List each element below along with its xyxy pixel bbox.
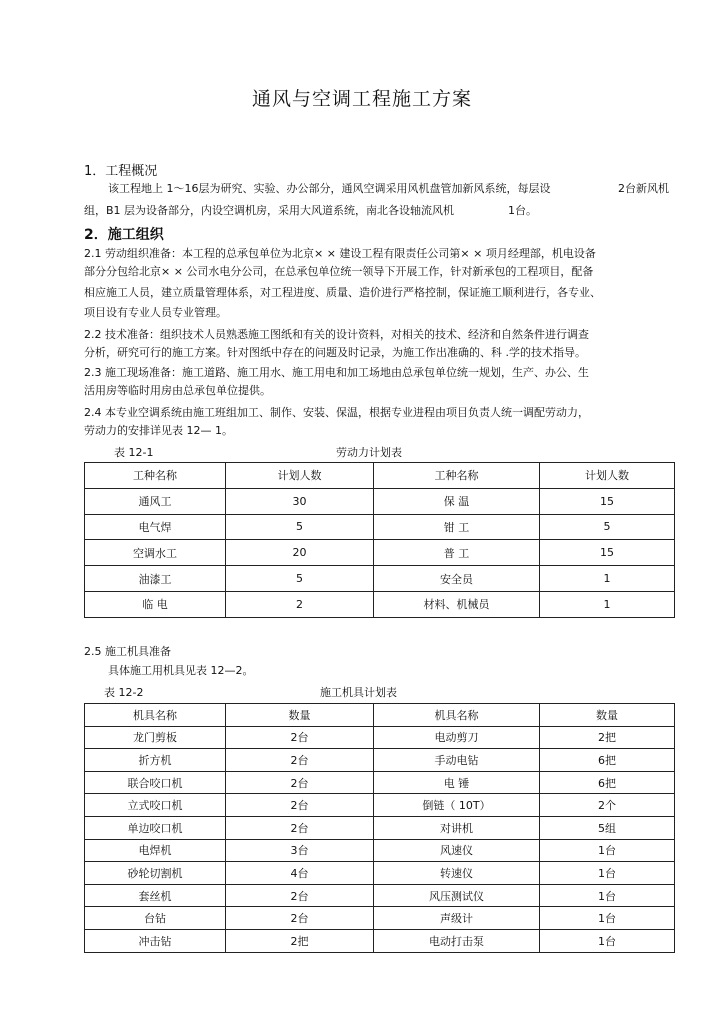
paragraph-2-1: 项目设有专业人员专业管理。 [84,306,227,319]
table-cell: 安全员 [374,566,540,592]
table-cell: 2台 [226,816,374,839]
table-cell: 材料、机械员 [374,591,540,617]
table-header-cell: 机具名称 [374,704,540,727]
section-2-5-text: 具体施工用机具见表 12—2。 [108,664,254,677]
section-1-heading: 1．工程概况 [84,164,158,179]
paragraph-2-3: 活用房等临时用房由总承包单位提供。 [84,384,271,397]
table-row [85,591,675,617]
table-row [85,884,675,907]
table-cell: 转速仪 [374,862,540,885]
table-row [85,794,675,817]
table-cell: 声级计 [374,907,540,930]
table-cell: 砂轮切割机 [85,862,226,885]
labor-plan-table [84,462,675,618]
table-cell: 20 [226,540,374,566]
table-cell: 电 锤 [374,771,540,794]
table-cell: 风压测试仪 [374,884,540,907]
table-row [85,907,675,930]
table-cell: 通风工 [85,488,226,514]
table-cell: 4台 [226,862,374,885]
paragraph-2-4: 2.4 本专业空调系统由施工班组加工、制作、安装、保温，根据专业进程由项目负责人统一调配劳动力， [84,406,589,419]
section-1-text: 组，B1 层为设备部分，内设空调机房，采用大风道系统，南北各设轴流风机 [84,204,455,217]
table-row [85,540,675,566]
table-cell: 对讲机 [374,816,540,839]
document-title: 通风与空调工程施工方案 [251,88,472,110]
table-header-cell: 工种名称 [85,463,226,489]
table-cell: 6把 [540,771,675,794]
table-row [85,566,675,592]
table-cell: 钳 工 [374,514,540,540]
table-cell: 1台 [540,839,675,862]
table-cell: 联合咬口机 [85,771,226,794]
paragraph-2-1: 相应施工人员，建立质量管理体系，对工程进度、质量、造价进行严格控制，保证施工顺利进行，各专业、 [84,286,601,299]
table-cell: 保 温 [374,488,540,514]
table-cell: 单边咬口机 [85,816,226,839]
table-cell: 临 电 [85,591,226,617]
table-cell: 6把 [540,749,675,772]
table-cell: 2台 [226,907,374,930]
table-cell: 风速仪 [374,839,540,862]
table-row [85,839,675,862]
table-2-caption: 施工机具计划表 [320,686,397,699]
table-row [85,514,675,540]
table-cell: 台钻 [85,907,226,930]
table-row [85,862,675,885]
table-1-caption: 劳动力计划表 [336,446,402,459]
table-cell: 2把 [540,726,675,749]
table-2-label: 表 12-2 [104,686,144,699]
table-cell: 15 [540,488,675,514]
section-2-5-heading: 2.5 施工机具准备 [84,645,171,658]
table-1-label: 表 12-1 [114,446,154,459]
paragraph-2-2: 分析，研究可行的施工方案。针对图纸中存在的问题及时记录，为施工作出准确的、科 .学的技术指导。 [84,346,586,359]
section-2-heading: 2．施工组织 [84,227,164,243]
table-cell: 5 [540,514,675,540]
table-cell: 2个 [540,794,675,817]
table-cell: 1台 [540,884,675,907]
table-cell: 空调水工 [85,540,226,566]
table-row [85,726,675,749]
paragraph-2-3: 2.3 施工现场准备：施工道路、施工用水、施工用电和加工场地由总承包单位统一规划，生产、办公、生 [84,366,589,379]
table-cell: 立式咬口机 [85,794,226,817]
table-cell: 1 [540,591,675,617]
table-row [85,488,675,514]
table-cell: 2台 [226,771,374,794]
table-cell: 2台 [226,726,374,749]
paragraph-2-1: 部分分包给北京× × 公司水电分公司，在总承包单位统一领导下开展工作，针对新承包的工程项目，配备 [84,265,594,278]
table-cell: 2台 [226,884,374,907]
table-cell: 2 [226,591,374,617]
table-cell: 1台 [540,929,675,952]
table-cell: 折方机 [85,749,226,772]
table-cell: 套丝机 [85,884,226,907]
table-cell: 15 [540,540,675,566]
table-cell: 1台 [540,907,675,930]
table-cell: 1台 [540,862,675,885]
table-header-row [85,463,675,489]
table-cell: 电焊机 [85,839,226,862]
equipment-plan-table [84,703,675,953]
table-cell: 油漆工 [85,566,226,592]
section-1-text: 2台新风机 [618,182,669,195]
table-row [85,771,675,794]
paragraph-2-1: 2.1 劳动组织准备：本工程的总承包单位为北京× × 建设工程有限责任公司第× × 项月经理部，机电设备 [84,247,596,260]
table-cell: 2把 [226,929,374,952]
section-1-text: 该工程地上 1～16层为研究、实验、办公部分，通风空调采用风机盘管加新风系统，每层设 [108,182,551,195]
table-cell: 普 工 [374,540,540,566]
table-row [85,816,675,839]
table-header-cell: 计划人数 [540,463,675,489]
table-header-cell: 数量 [540,704,675,727]
table-cell: 3台 [226,839,374,862]
paragraph-2-4: 劳动力的安排详见表 12— 1。 [84,424,233,437]
table-header-row [85,704,675,727]
table-cell: 手动电钻 [374,749,540,772]
paragraph-2-2: 2.2 技术准备：组织技术人员熟悉施工图纸和有关的设计资料，对相关的技术、经济和自然条件进行调查 [84,328,589,341]
table-cell: 5 [226,514,374,540]
table-cell: 电动打击泵 [374,929,540,952]
table-cell: 30 [226,488,374,514]
table-row [85,929,675,952]
table-cell: 冲击钻 [85,929,226,952]
table-cell: 1 [540,566,675,592]
section-1-text: 1台。 [508,204,537,217]
table-cell: 2台 [226,794,374,817]
table-header-cell: 工种名称 [374,463,540,489]
table-cell: 倒链（ 10T） [374,794,540,817]
table-cell: 5组 [540,816,675,839]
table-cell: 龙门剪板 [85,726,226,749]
table-cell: 电气焊 [85,514,226,540]
table-header-cell: 机具名称 [85,704,226,727]
table-row [85,749,675,772]
table-header-cell: 数量 [226,704,374,727]
table-header-cell: 计划人数 [226,463,374,489]
table-cell: 2台 [226,749,374,772]
table-cell: 电动剪刀 [374,726,540,749]
table-cell: 5 [226,566,374,592]
